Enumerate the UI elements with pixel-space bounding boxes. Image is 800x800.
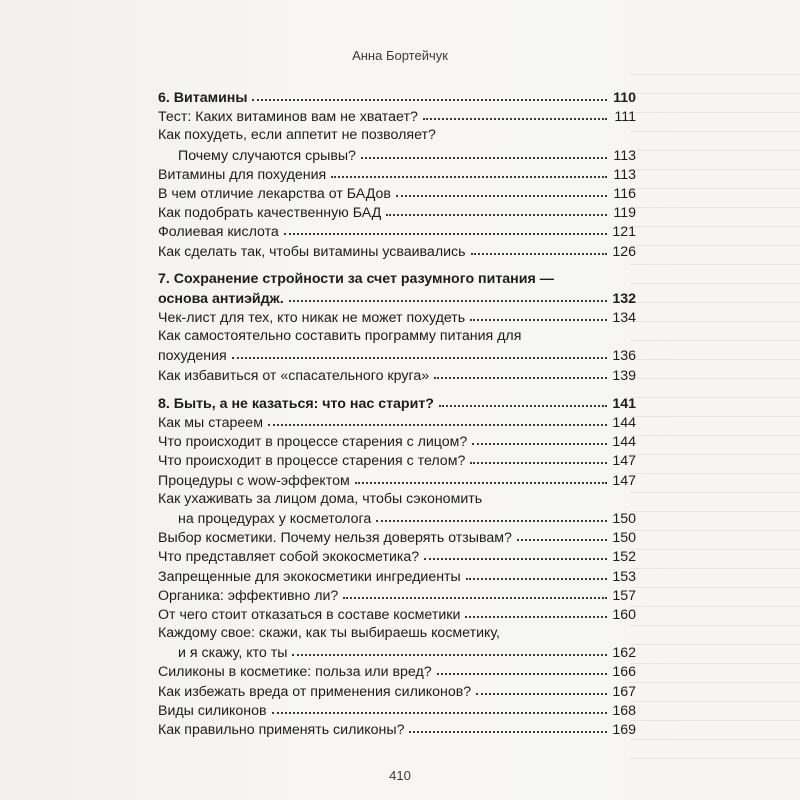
toc-entry[interactable] [158,126,636,164]
page-ref: 113 [613,147,636,164]
entry-title: Как правильно применять силиконы? [158,722,405,738]
toc-entry[interactable] [158,720,636,739]
entry-title: Процедуры с wow-эффектом [158,472,350,489]
page-ref: 132 [612,290,636,307]
dot-leader [470,450,607,464]
entry-title: Как похудеть, если аппетит не позволяет? [158,127,436,144]
toc-entry[interactable] [158,366,636,385]
page-ref: 167 [612,683,636,700]
page-ref: 144 [612,434,636,451]
page-ref: 150 [612,510,636,527]
dot-leader [272,700,607,714]
page-ref: 141 [612,395,636,412]
page-ref: 147 [612,453,636,470]
dot-leader [355,470,607,484]
dot-leader [434,365,607,379]
page-ref: 116 [613,185,636,202]
entry-title: Выбор косметики. Почему нельзя доверять отзывам? [158,530,512,547]
toc-entry[interactable] [158,547,636,566]
dot-leader [289,288,607,302]
dot-leader [424,546,607,560]
dot-leader [476,681,607,695]
toc-chapter[interactable] [158,394,636,413]
entry-title: В чем отличие лекарства от БАДов [158,185,391,202]
toc-entry[interactable] [158,624,636,662]
entry-title: Фолиевая кислота [158,224,279,241]
entry-title: Силиконы в косметике: польза или вред? [158,664,432,681]
dot-leader [472,431,607,445]
page-ref: 113 [613,166,636,183]
toc-entry[interactable] [158,242,636,261]
entry-title: Что происходит в процессе старения с телом? [158,453,466,470]
section-spacer [158,261,636,270]
toc-entry[interactable] [158,107,636,126]
dot-leader [437,661,607,675]
dot-leader [268,412,607,426]
chapter-title: 6. Витамины [158,90,248,106]
bleed-through-text [630,60,800,760]
toc-entry[interactable] [158,567,636,586]
dot-leader [409,719,607,733]
page-ref: 134 [612,310,636,327]
entry-title: Что представляет собой экокосметика? [158,549,420,566]
toc-entry[interactable] [158,184,636,203]
dot-leader [386,202,607,216]
dot-leader [465,604,607,618]
chapter-title: 7. Сохранение стройности за счет разумного питания — [158,270,554,287]
page-ref: 162 [612,645,636,662]
page-ref: 119 [613,205,636,222]
page-ref: 139 [612,367,636,384]
dot-leader [361,145,607,159]
entry-title: Каждому свое: скажи, как ты выбираешь косметику, [158,625,500,642]
entry-title: Витамины для похудения [158,166,327,183]
page-ref: 152 [612,549,636,566]
page-ref: 147 [612,472,636,489]
toc-entry[interactable] [158,203,636,222]
toc-entry[interactable] [158,165,636,184]
toc-entry[interactable] [158,586,636,605]
toc-entry[interactable] [158,490,636,528]
dot-leader [252,87,607,101]
dot-leader [331,164,607,178]
page-ref: 169 [612,722,636,738]
dot-leader [343,585,607,599]
page-ref: 126 [612,243,636,260]
toc-entry[interactable] [158,662,636,681]
page-ref: 110 [613,90,636,106]
dot-leader [471,241,607,255]
toc-entry[interactable] [158,471,636,490]
dot-leader [232,345,607,359]
entry-title: похудения [158,348,227,365]
entry-title: Органика: эффективно ли? [158,587,339,604]
dot-leader [423,106,607,120]
dot-leader [396,183,607,197]
chapter-title: основа антиэйдж. [158,290,284,307]
toc-entry[interactable] [158,451,636,470]
entry-title: Чек-лист для тех, кто никак не может похудеть [158,310,466,327]
entry-title: Как мы стареем [158,415,263,431]
dot-leader [470,307,607,321]
dot-leader [517,527,607,541]
entry-title: Тест: Каких витаминов вам не хватает? [158,109,418,126]
toc-entry[interactable] [158,528,636,547]
entry-title: Запрещенные для экокосметики ингредиенты [158,568,461,585]
page-ref: 157 [612,587,636,604]
entry-title: Как сделать так, чтобы витамины усваивались [158,243,466,260]
toc-entry[interactable] [158,605,636,624]
page-ref: 150 [612,530,636,547]
dot-leader [284,221,607,235]
toc-chapter[interactable] [158,88,636,107]
page-ref: 160 [612,606,636,623]
entry-title: Как избавиться от «спасательного круга» [158,367,430,384]
page-ref: 121 [612,224,636,241]
entry-title: Как избежать вреда от применения силиконов? [158,683,472,700]
entry-title: и я скажу, кто ты [178,645,288,662]
toc-chapter[interactable] [158,270,636,308]
page-ref: 153 [612,568,636,585]
dot-leader [466,566,607,580]
entry-title: От чего стоит отказаться в составе косметики [158,606,461,623]
page-ref: 168 [612,702,636,719]
toc-entry[interactable] [158,701,636,720]
toc-entry[interactable] [158,413,636,432]
toc-entry[interactable] [158,308,636,327]
page-ref: 144 [612,415,636,431]
entry-title: Как подобрать качественную БАД [158,205,382,222]
page-ref: 136 [612,348,636,365]
entry-title: на процедурах у косметолога [178,510,372,527]
dot-leader [376,508,607,522]
running-header-author: Анна Бортейчук [352,48,448,63]
toc-entry[interactable] [158,682,636,701]
chapter-title: 8. Быть, а не казаться: что нас старит? [158,395,434,412]
page-ref: 166 [612,664,636,681]
table-of-contents [158,88,636,739]
toc-entry[interactable] [158,222,636,241]
entry-title: Почему случаются срывы? [178,147,356,164]
page-ref: 111 [614,109,636,126]
dot-leader [439,393,607,407]
dot-leader [292,642,607,656]
entry-title: Как ухаживать за лицом дома, чтобы сэкономить [158,490,483,507]
entry-title: Как самостоятельно составить программу питания для [158,328,522,345]
entry-title: Что происходит в процессе старения с лицом? [158,434,468,451]
page-number: 410 [389,768,411,783]
toc-entry[interactable] [158,327,636,365]
toc-entry[interactable] [158,432,636,451]
entry-title: Виды силиконов [158,702,267,719]
